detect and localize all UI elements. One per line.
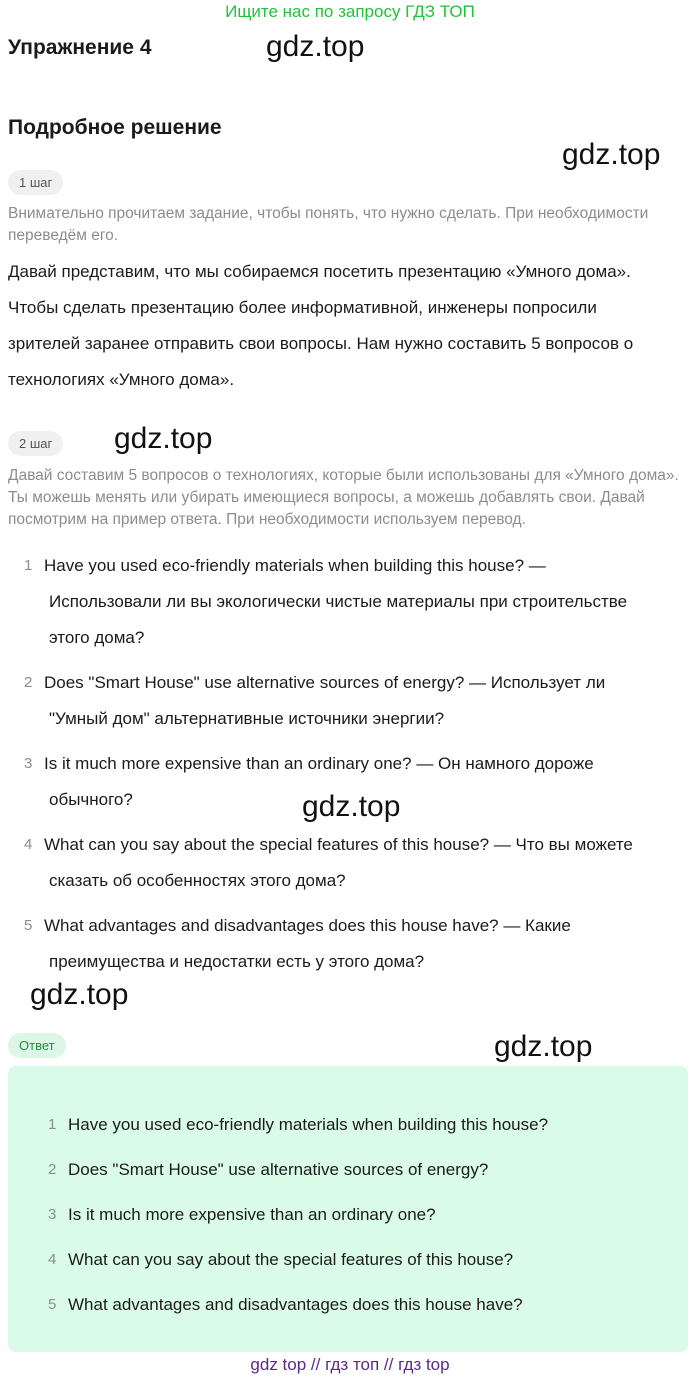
item-line: "Умный дом" альтернативные источники энергии? (49, 709, 445, 728)
item-text: What can you say about the special features of this house? (68, 1250, 514, 1269)
list-item (0, 908, 700, 980)
watermark: gdz.top (30, 978, 129, 1011)
page-title: Упражнение 4 (8, 36, 152, 59)
step-hint: Давай составим 5 вопросов о технологиях, которые были использованы для «Умного дома». Ты можешь менять или убирать имеющиеся вопросы, а можешь добавлять свои. Давай посмотрим на пример ответа. При необходимости используем перевод. (8, 467, 679, 528)
item-number: 5 (48, 1296, 57, 1313)
item-text: Is it much more expensive than an ordinary one? (68, 1205, 436, 1224)
item-text: Does "Smart House" use alternative sources of energy? (68, 1160, 489, 1179)
watermark: gdz.top (302, 790, 401, 823)
item-line: Does "Smart House" use alternative sources of energy? — Использует ли (44, 673, 606, 692)
watermark: gdz.top (494, 1030, 593, 1063)
item-line: Использовали ли вы экологически чистые материалы при строительстве (49, 592, 628, 611)
list-item (8, 1249, 688, 1271)
answer-badge: Ответ (8, 1033, 66, 1058)
step-hint: Внимательно прочитаем задание, чтобы понять, что нужно сделать. При необходимости переведём его. (8, 205, 649, 244)
list-item (8, 1114, 688, 1136)
item-line: обычного? (49, 790, 133, 809)
item-number: 2 (48, 1161, 57, 1178)
item-line: этого дома? (49, 628, 145, 647)
search-banner: Ищите нас по запросу ГДЗ ТОП (225, 2, 475, 21)
watermark: gdz.top (114, 422, 213, 455)
watermark: gdz.top (562, 138, 661, 171)
item-line: What advantages and disadvantages does this house have? — Какие (44, 916, 571, 935)
answer-list (8, 1114, 688, 1339)
item-number: 1 (24, 557, 33, 574)
step-badge: 2 шаг (8, 431, 63, 456)
text-line: зрителей заранее отправить свои вопросы. Нам нужно составить 5 вопросов о (8, 334, 634, 353)
item-line: What can you say about the special features of this house? — Что вы можете (44, 835, 633, 854)
step-text (8, 254, 692, 398)
list-item (0, 827, 700, 899)
text-line: технологиях «Умного дома». (8, 370, 235, 389)
list-item (0, 548, 700, 656)
item-text: Have you used eco-friendly materials when building this house? (68, 1115, 549, 1134)
item-line: сказать об особенностях этого дома? (49, 871, 346, 890)
item-number: 4 (24, 836, 33, 853)
item-number: 3 (24, 755, 33, 772)
footer-watermark: gdz top // гдз топ // гдз top (250, 1355, 450, 1374)
step-badge: 1 шаг (8, 170, 63, 195)
list-item (0, 665, 700, 737)
item-number: 4 (48, 1251, 57, 1268)
item-number: 1 (48, 1116, 57, 1133)
answer-box (8, 1066, 688, 1352)
text-line: Давай представим, что мы собираемся посетить презентацию «Умного дома». (8, 262, 631, 281)
item-line: Have you used eco-friendly materials when building this house? — (44, 556, 546, 575)
list-item (8, 1294, 688, 1316)
item-number: 5 (24, 917, 33, 934)
item-line: Is it much more expensive than an ordinary one? — Он намного дороже (44, 754, 594, 773)
section-heading: Подробное решение (8, 116, 222, 139)
list-item (8, 1204, 688, 1226)
question-list (0, 548, 700, 989)
list-item (8, 1159, 688, 1181)
item-text: What advantages and disadvantages does this house have? (68, 1295, 523, 1314)
item-number: 3 (48, 1206, 57, 1223)
text-line: Чтобы сделать презентацию более информативной, инженеры попросили (8, 298, 597, 317)
item-line: преимущества и недостатки есть у этого дома? (49, 952, 425, 971)
item-number: 2 (24, 674, 33, 691)
watermark: gdz.top (266, 30, 365, 63)
